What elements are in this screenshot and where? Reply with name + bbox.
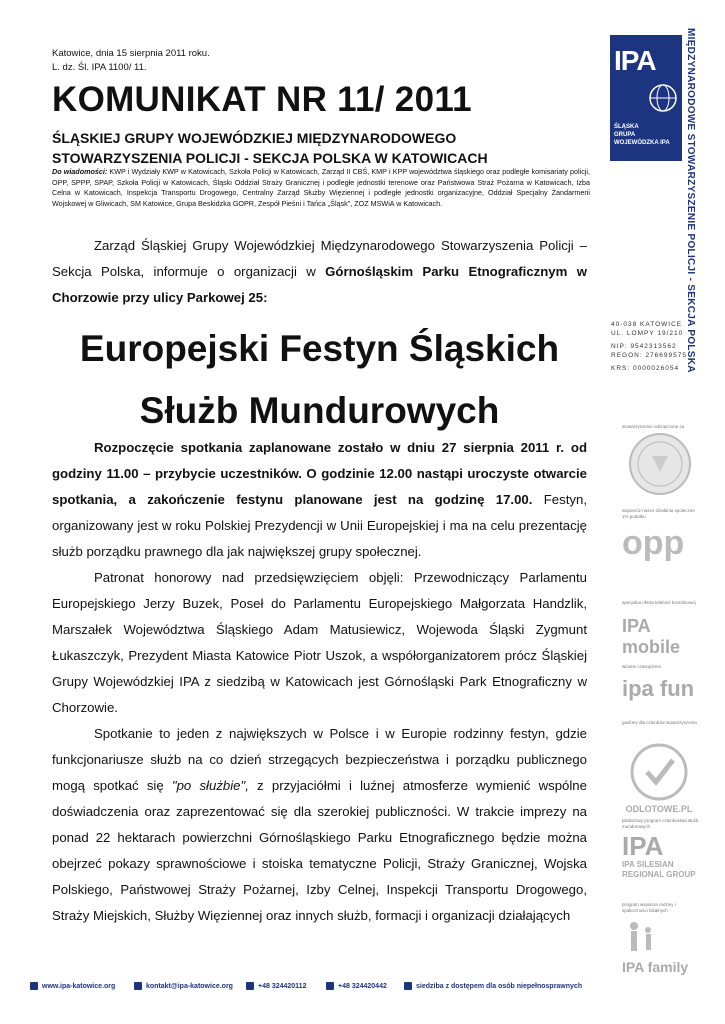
footer-web-text: www.ipa-katowice.org [42, 982, 116, 990]
srg-logo-text: IPA SILESIAN REGIONAL GROUP [622, 860, 696, 879]
event-title [52, 318, 587, 442]
desc-quote: "po służbie", [171, 778, 249, 793]
srg-logo [622, 832, 696, 880]
desc-part-a: Spotkanie to jeden z największych w Polsce i w Europie rodzinny festyn, gdzie funkcjonariusze służb na co dzień strzegących bezpieczeństwa i porządku publicznego mogą spotkać się [52, 726, 587, 793]
paragraph-schedule [52, 435, 587, 565]
subtitle-line-1: ŚLĄSKIEJ GRUPY WOJEWÓDZKIEJ MIĘDZYNARODOWEGO [52, 130, 457, 146]
footer-phone-1-text: +48 324420112 [258, 982, 307, 990]
family-figures-icon [622, 920, 662, 956]
opp-logo: opp [622, 524, 685, 562]
globe-icon [648, 81, 678, 115]
sidebar-caption: gadżety dla członków stowarzyszenia [622, 720, 697, 725]
address-line: 40-038 KATOWICE [611, 321, 683, 328]
body-text [52, 435, 587, 929]
sidebar-caption: wspomóż nasze działania społeczne 1% podatku [622, 508, 695, 519]
ipa-logo [610, 35, 682, 161]
footer-contacts [30, 982, 590, 996]
sidebar-caption: program wsparcia rodziny i społeczności lokalnych [622, 902, 676, 913]
address-line: REGON: 276699575 [611, 352, 687, 359]
ipa-family-text: IPA family [622, 959, 689, 975]
distribution-notice [52, 167, 590, 209]
subtitle-line-2: STOWARZYSZENIA POLICJI - SEKCJA POLSKA W KATOWICACH [52, 150, 488, 166]
event-title-line-1: Europejski Festyn Śląskich [79, 328, 560, 369]
document-title: KOMUNIKAT NR 11/ 2011 [52, 80, 472, 119]
event-title-line-2: Służb Mundurowych [139, 390, 500, 431]
checkmark-badge-icon [629, 742, 689, 802]
envelope-icon [134, 982, 142, 990]
sidebar-caption: wiosne czasopismo [622, 664, 662, 669]
ipa-logo-text: IPA [614, 45, 656, 76]
schedule-bold: Rozpoczęcie spotkania zaplanowane zostało w dniu 27 sierpnia 2011 r. od godziny 11.00 – przybycie uczestników. O godzinie 12.00 nastąpi uroczyste otwarcie spotkania, a zakończenie festynu planowane jest na godzinę 17.00. [52, 440, 587, 507]
address-line: UL. LOMPY 19/210 [611, 330, 684, 337]
footer-accessibility-text: siedziba z dostępem dla osób niepełnosprawnych [416, 982, 583, 990]
document-meta [52, 47, 210, 75]
logo-line-1: ŚLĄSKA [614, 124, 639, 130]
ipa-logo-lines [614, 123, 670, 147]
intro-text: Zarząd Śląskiej Grupy Wojewódzkiej Międzynarodowego Stowarzyszenia Policji – Sekcja Polska, informuje o organizacji w [52, 238, 587, 279]
paragraph-description [52, 721, 587, 929]
vertical-org-text: MIĘDZYNARODOWE STOWARZYSZENIE POLICJI - SEKCJA POLSKA [685, 28, 696, 373]
sidebar-caption: stowarzyszenie odznaczone za [622, 424, 685, 429]
notice-label: Do wiadomości: [52, 167, 108, 176]
sidebar-caption: pilotażowy program członkostwa służb mundurowych [622, 818, 699, 829]
footer-phone-2[interactable] [326, 982, 387, 990]
intro-location: Górnośląskim Parku Etnograficznym w Chorzowie przy ulicy Parkowej 25: [52, 264, 587, 305]
odlotowe-logo [622, 742, 696, 814]
schedule-rest: Festyn, organizowany jest w roku Polskiej Prezydencji w Unii Europejskiej i ma na celu prezentację służb porządku prawnego dla jak największej grupy społecznej. [52, 492, 587, 559]
phone-icon [246, 982, 254, 990]
footer-email-text: kontakt@ipa-katowice.org [146, 982, 233, 990]
date-line: Katowice, dnia 15 sierpnia 2011 roku. [52, 48, 210, 59]
org-address [611, 320, 687, 373]
address-line: NIP: 9542313562 [611, 343, 677, 350]
globe-icon [30, 982, 38, 990]
notice-text: KWP i Wydziały KWP w Katowicach, Szkoła Policji w Katowicach, Zarząd II CBŚ, KMP i KPP województwa śląskiego oraz podległe komisariaty policji, OPP, SPPP, SPAP, Szkoła Policji w Katowicach, Śląski Oddział Straży Granicznej i podległe jednostki terenowe oraz Państwowa Straż Pożarna w Katowicach, Izba Celna w Katowicach, Inspekcja Transportu Drogowego, Centralny Zarząd Służby Więziennej i podległe jednostki organizacyjne, Oddział Specjalny Żandarmerii Wojskowej w Gliwicach, SM Katowice, Grupa Beskidzka GOPR, Zespół Pieśni i Tańca „Śląsk", ZOZ MSWiA w Katowicach. [52, 167, 590, 208]
logo-line-2: GRUPA [614, 132, 636, 138]
phone-icon [326, 982, 334, 990]
address-line: KRS: 0000026054 [611, 365, 680, 372]
ipa-fun-logo: ipa fun [622, 676, 695, 701]
reference-number: L. dz. Śl. IPA 1100/ 11. [52, 62, 147, 73]
ipa-mobile-logo: IPA mobile [622, 616, 681, 657]
odlotowe-text: ODLOTOWE.PL [625, 804, 693, 814]
footer-web[interactable] [30, 982, 115, 990]
footer-email[interactable] [134, 982, 233, 990]
footer-accessibility [404, 982, 582, 990]
desc-part-b: z przyjaciółmi i luźnej atmosferze wymienić wspólne doświadczenia oraz zaprezentować się dla szerokiej publiczności. W trakcie imprezy na ponad 22 hektarach powierzchni Górnośląskiego Parku Etnograficznego będzie można obejrzeć pokazy sprawnościowe i stoiska tematyczne Policji, Straży Granicznej, Wojska Polskiego, Państwowej Straży Pożarnej, Izby Celnej, Inspekcji Transportu Drogowego, Straży Miejskich, Służby Więziennej oraz innych służb, formacji i organizacji działających [52, 778, 587, 923]
footer-phone-2-text: +48 324420442 [338, 982, 387, 990]
sidebar-caption: specjalna oferta telefonii komórkowej [622, 600, 696, 605]
document-subtitle [52, 128, 592, 168]
paragraph-patronage: Patronat honorowy nad przedsięwzięciem objęli: Przewodniczący Parlamentu Europejskiego Jerzy Buzek, Poseł do Parlamentu Europejskiego Małgorzata Handzlik, Marszałek Województwa Śląskiego Adam Matusiewicz, Wojewoda Śląski Zygmunt Łukaszczyk, Prezydent Miasta Katowice Piotr Uszok, a współorganizatorem prócz Śląskiej Grupy Wojewódzkiej IPA z siedzibą w Katowicach jest Górnośląski Park Etnograficzny w Chorzowie. [52, 570, 587, 715]
ipa-family-logo [622, 920, 696, 975]
srg-logo-mark: IPA [622, 831, 664, 861]
intro-paragraph [52, 233, 587, 311]
medal-icon [628, 432, 692, 496]
footer-phone-1[interactable] [246, 982, 306, 990]
logo-line-3: WOJEWÓDZKA IPA [614, 140, 670, 146]
wheelchair-icon [404, 982, 412, 990]
